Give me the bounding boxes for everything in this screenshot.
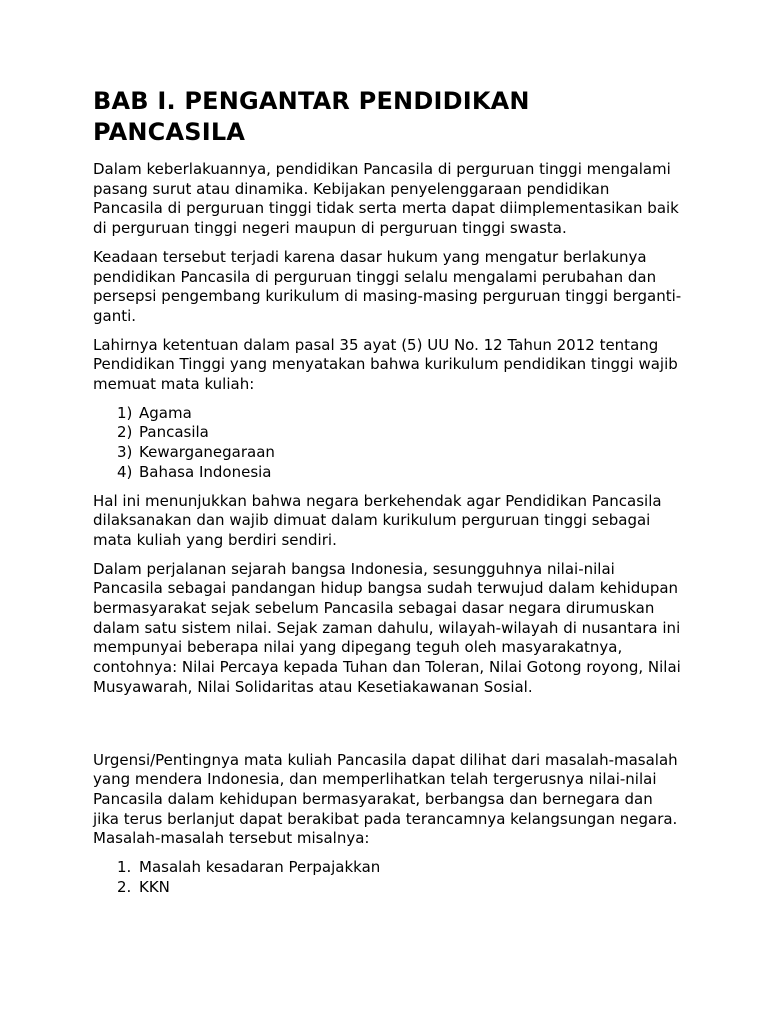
paragraph: Urgensi/Pentingnya mata kuliah Pancasila dapat dilihat dari masalah-masalah yang mendera Indonesia, dan memperlihatkan telah tergerusnya nilai-nilai Pancasila dalam kehidupan bermasyarakat, berbangsa dan bernegara dan jika terus berlanjut dapat berakibat pada terancamnya kelangsungan negara. Masalah-masalah tersebut misalnya: — [93, 750, 678, 848]
paragraph: Hal ini menunjukkan bahwa negara berkehendak agar Pendidikan Pancasila dilaksanakan dan wajib dimuat dalam kurikulum perguruan tinggi sebagai mata kuliah yang berdiri sendiri. — [93, 491, 662, 549]
list-item-text: KKN — [139, 877, 170, 896]
problems-list — [93, 858, 683, 897]
list-item — [93, 443, 683, 463]
list-marker: 4) — [117, 462, 133, 481]
list-item — [93, 423, 683, 443]
required-courses-list — [93, 404, 683, 483]
paragraph: Lahirnya ketentuan dalam pasal 35 ayat (5) UU No. 12 Tahun 2012 tentang Pendidikan Tinggi yang menyatakan bahwa kurikulum pendidikan tinggi wajib memuat mata kuliah: — [93, 335, 678, 394]
list-marker: 2. — [117, 877, 132, 896]
blank-line — [93, 707, 683, 751]
paragraph: Dalam perjalanan sejarah bangsa Indonesia, sesungguhnya nilai-nilai Pancasila sebagai pandangan hidup bangsa sudah terwujud dalam kehidupan bermasyarakat sejak sebelum Pancasila sebagai dasar negara dirumuskan dalam satu sistem nilai. Sejak zaman dahulu, wilayah-wilayah di nusantara ini mempunyai beberapa nilai yang dipegang teguh oleh masyarakatnya, contohnya: Nilai Percaya kepada Tuhan dan Toleran, Nilai Gotong royong, Nilai Musyawarah, Nilai Solidaritas atau Kesetiakawanan Sosial. — [93, 559, 681, 696]
document-page — [93, 86, 683, 907]
list-item-text: Pancasila — [139, 423, 209, 442]
paragraph: Dalam keberlakuannya, pendidikan Pancasila di perguruan tinggi mengalami pasang surut atau dinamika. Kebijakan penyelenggaraan pendidikan Pancasila di perguruan tinggi tidak serta merta dapat diimplementasikan baik di perguruan tinggi negeri maupun di perguruan tinggi swasta. — [93, 160, 679, 238]
list-item-text: Masalah kesadaran Perpajakkan — [139, 858, 381, 877]
list-marker: 1) — [117, 403, 133, 422]
list-item — [93, 404, 683, 424]
list-item-text: Bahasa Indonesia — [139, 462, 272, 481]
list-item — [93, 463, 683, 483]
list-marker: 3) — [117, 443, 133, 462]
list-marker: 2) — [117, 423, 133, 442]
paragraph: Keadaan tersebut terjadi karena dasar hukum yang mengatur berlakunya pendidikan Pancasila di perguruan tinggi selalu mengalami perubahan dan persepsi pengembang kurikulum di masing-masing perguruan tinggi berganti-ganti. — [93, 247, 682, 325]
list-item-text: Kewarganegaraan — [139, 443, 275, 462]
list-item — [93, 878, 683, 898]
list-item — [93, 858, 683, 878]
document-title: BAB I. PENGANTAR PENDIDIKAN PANCASILA — [93, 87, 530, 146]
list-item-text: Agama — [139, 403, 192, 422]
list-marker: 1. — [117, 858, 132, 877]
